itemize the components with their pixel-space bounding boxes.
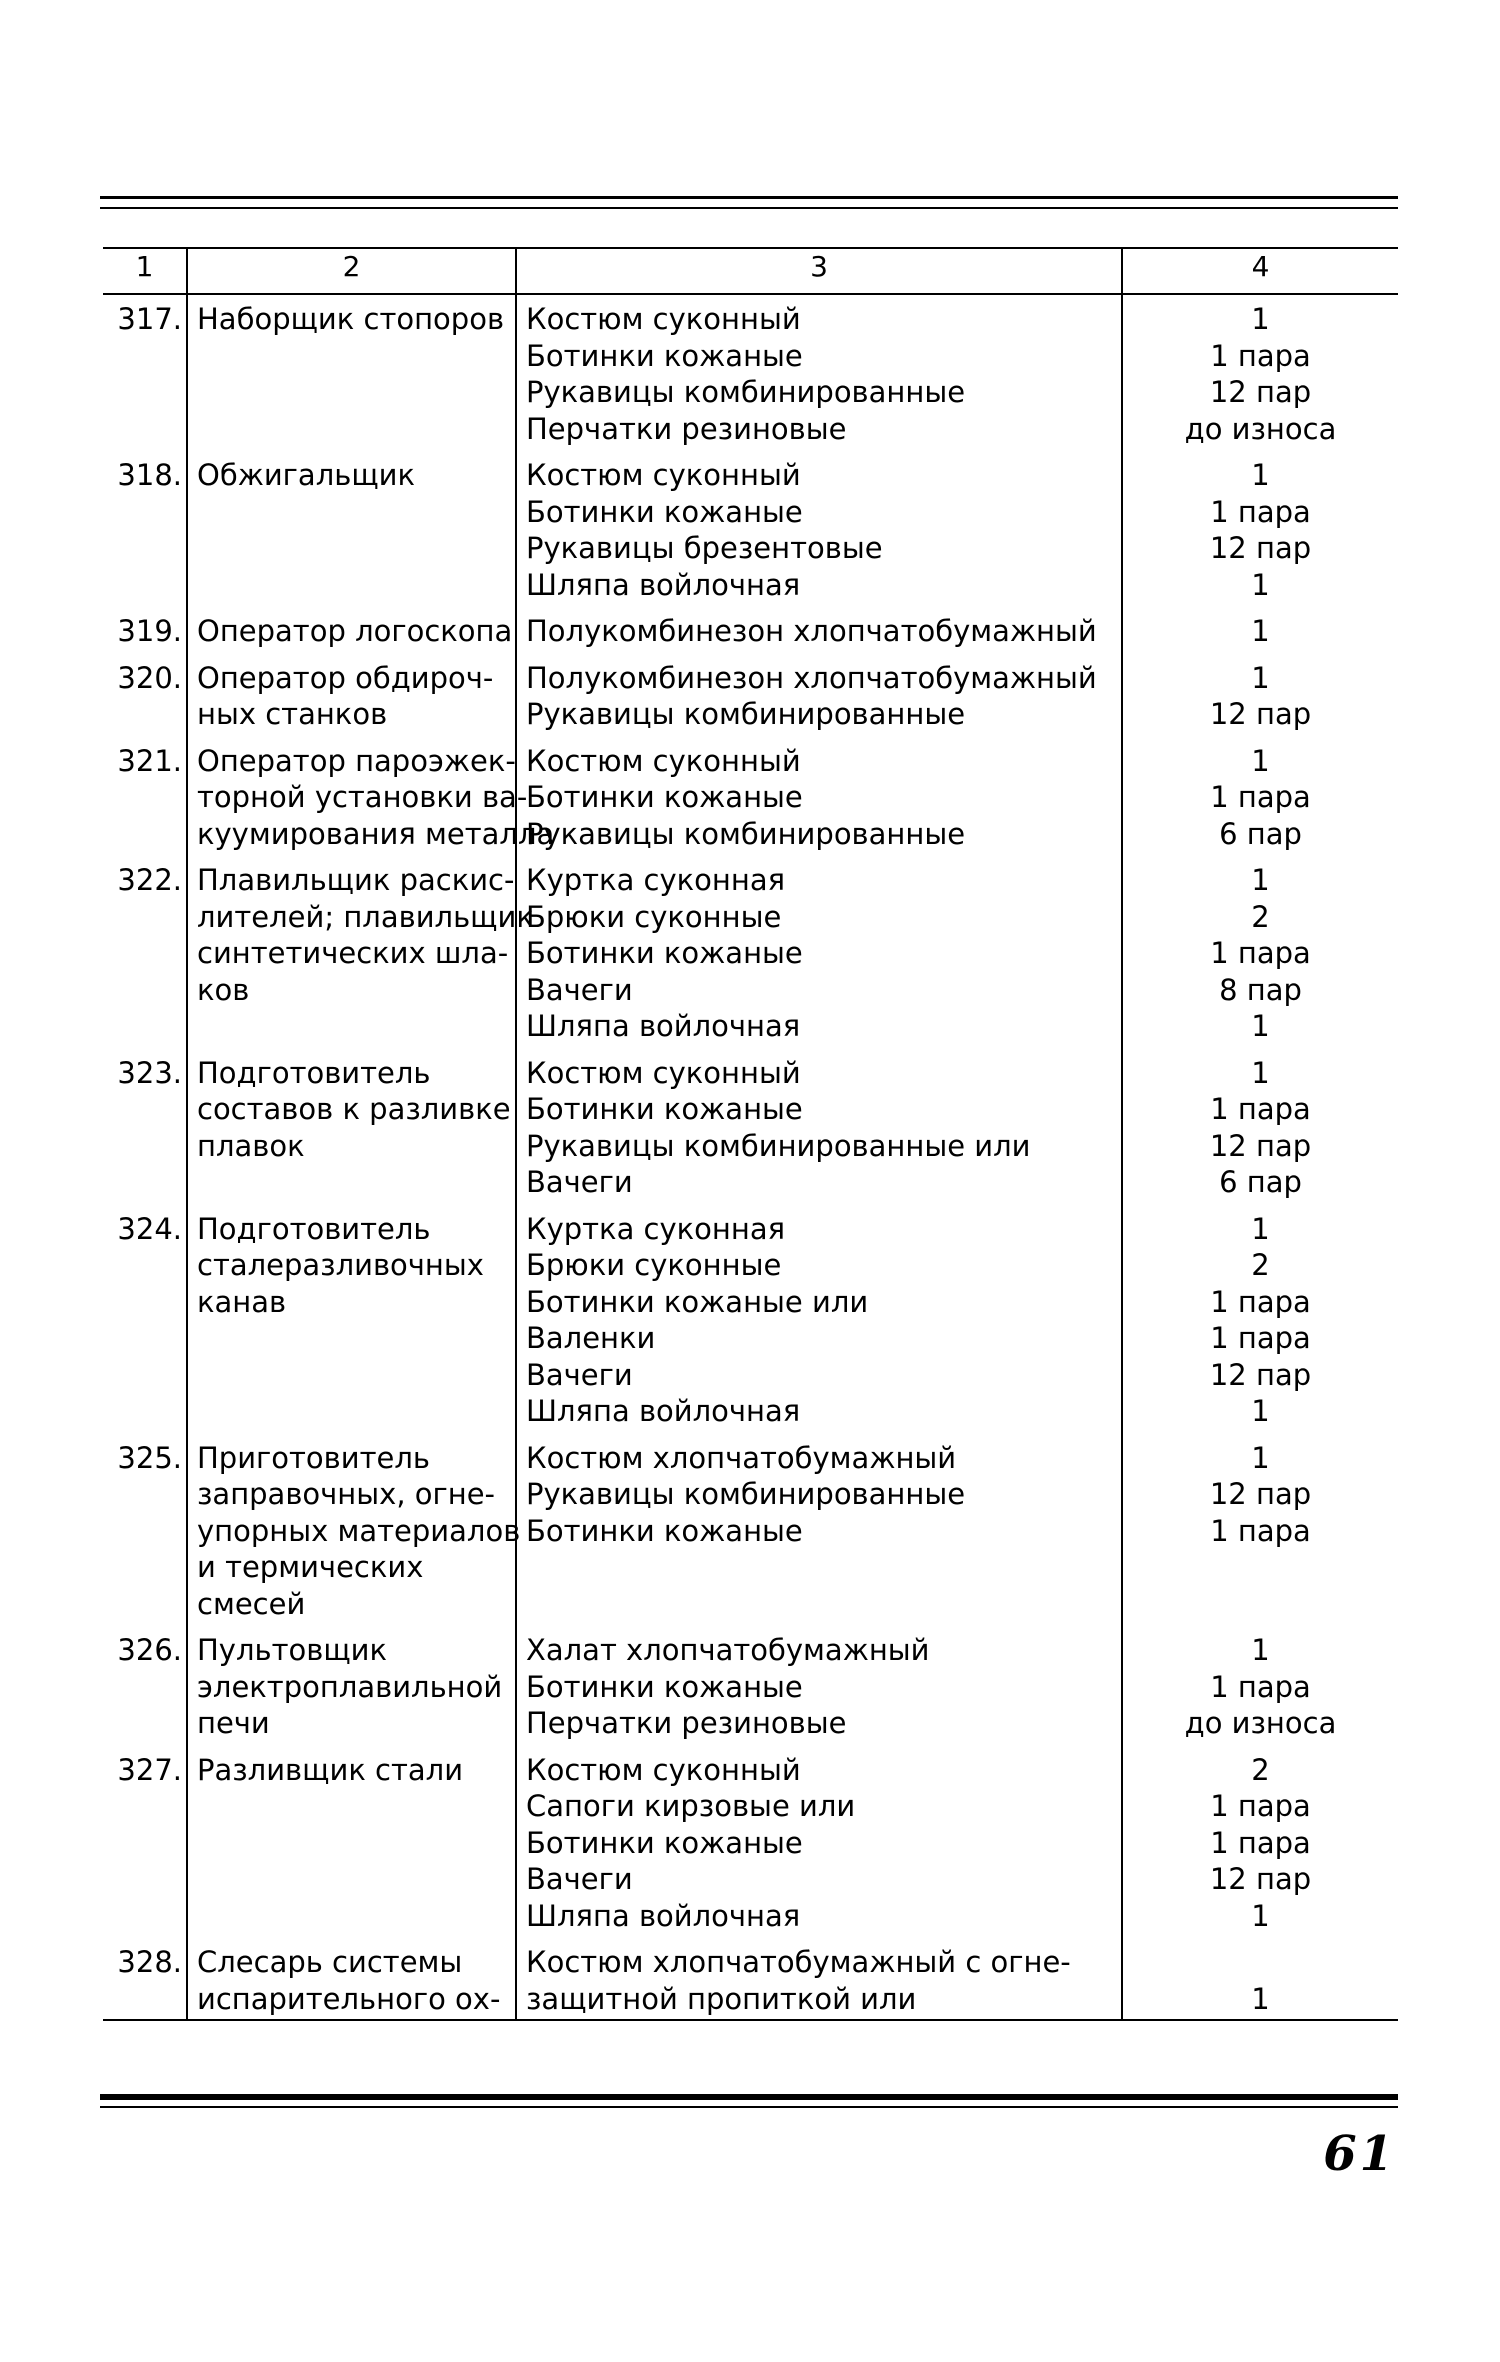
item-line: Куртка суконная bbox=[526, 863, 786, 897]
quantity-line: 1 пара bbox=[1210, 1092, 1311, 1126]
quantity-line: 1 пара bbox=[1210, 1789, 1311, 1823]
item-line: Костюм хлопчатобумажный с огне- bbox=[526, 1945, 1071, 1979]
items-cell bbox=[516, 737, 1122, 857]
item-line: Костюм суконный bbox=[526, 458, 801, 492]
quantity-line: 1 bbox=[1251, 660, 1270, 695]
quantity-line: 1 пара bbox=[1210, 1513, 1311, 1548]
profession-cell bbox=[187, 1626, 516, 1746]
row-number: 328. bbox=[103, 1938, 187, 2020]
quantity-line: 8 пар bbox=[1219, 972, 1302, 1007]
quantity-line: 1 bbox=[1251, 567, 1270, 602]
column-header-3: 3 bbox=[516, 248, 1122, 294]
quantity-line: 12 пар bbox=[1209, 1357, 1312, 1392]
quantity-line: 1 пара bbox=[1210, 1669, 1311, 1704]
row-number: 327. bbox=[117, 1752, 182, 1787]
items-cell bbox=[516, 1626, 1122, 1746]
items-cell bbox=[516, 1205, 1122, 1434]
items-cell bbox=[516, 1049, 1122, 1205]
profession-line: и термических bbox=[197, 1550, 424, 1584]
item-line: Костюм хлопчатобумажный bbox=[526, 1440, 957, 1475]
quantity-line: 1 пара bbox=[1210, 494, 1311, 529]
quantity-line: 1 bbox=[1251, 1055, 1270, 1090]
profession-line: заправочных, огне- bbox=[197, 1477, 496, 1511]
row-number: 324. bbox=[117, 1211, 182, 1246]
item-line: Халат хлопчатобумажный bbox=[526, 1633, 930, 1667]
table-row bbox=[103, 1049, 1398, 1205]
quantity-line: 1 bbox=[1251, 1009, 1270, 1043]
quantity-cell bbox=[1122, 451, 1398, 607]
quantity-line: 1 пара bbox=[1210, 780, 1311, 814]
row-number: 323. bbox=[117, 1055, 182, 1090]
item-line: Костюм суконный bbox=[526, 1055, 801, 1090]
item-line: Рукавицы комбинированные bbox=[526, 1477, 966, 1511]
item-line: защитной пропиткой или bbox=[526, 1981, 917, 2016]
quantity-cell bbox=[1122, 654, 1398, 737]
quantity-line: 12 пар bbox=[1209, 697, 1312, 731]
profession-line: смесей bbox=[197, 1586, 306, 1621]
item-line: Брюки суконные bbox=[526, 1248, 782, 1282]
profession-line: Оператор обдироч- bbox=[197, 660, 494, 695]
item-line: Шляпа войлочная bbox=[526, 567, 801, 602]
item-line: Вачеги bbox=[526, 1165, 633, 1199]
profession-line: сталеразливочных bbox=[197, 1248, 484, 1282]
quantity-cell bbox=[1122, 1434, 1398, 1627]
item-line: Валенки bbox=[526, 1321, 656, 1355]
item-line: Шляпа войлочная bbox=[526, 1394, 801, 1428]
item-line: Вачеги bbox=[526, 972, 633, 1007]
profession-line: Наборщик стопоров bbox=[197, 302, 505, 336]
profession-line: Подготовитель bbox=[197, 1211, 431, 1246]
quantity-line: 1 bbox=[1251, 1633, 1270, 1667]
row-number: 319. bbox=[117, 614, 182, 648]
quantity-line: 1 bbox=[1251, 302, 1270, 336]
profession-cell bbox=[187, 607, 516, 654]
profession-line: упорных материалов bbox=[197, 1513, 521, 1548]
profession-line: печи bbox=[197, 1706, 270, 1740]
column-header-1: 1 bbox=[103, 248, 187, 294]
table-row bbox=[103, 1746, 1398, 1939]
column-header-4: 4 bbox=[1122, 248, 1398, 294]
items-cell bbox=[516, 1746, 1122, 1939]
profession-line: электроплавильной bbox=[197, 1669, 503, 1704]
profession-line: лителей; плавильщик bbox=[197, 899, 534, 934]
items-cell bbox=[516, 294, 1122, 451]
row-number: 326. bbox=[117, 1633, 182, 1667]
item-line: Ботинки кожаные bbox=[526, 1513, 803, 1548]
item-line: Шляпа войлочная bbox=[526, 1898, 801, 1933]
quantity-line bbox=[1123, 1944, 1398, 1981]
profession-line: Слесарь системы bbox=[197, 1945, 463, 1979]
row-number: 321. bbox=[117, 743, 182, 778]
profession-cell bbox=[187, 737, 555, 857]
table-row bbox=[103, 856, 1398, 1049]
quantity-line: 1 bbox=[1251, 1394, 1270, 1428]
table-row bbox=[103, 1626, 1398, 1746]
profession-cell bbox=[187, 294, 516, 451]
item-line: Полукомбинезон хлопчатобумажный bbox=[526, 660, 1097, 695]
bottom-rule-thin bbox=[100, 2106, 1398, 2108]
profession-cell bbox=[187, 1205, 516, 1434]
profession-line: канав bbox=[197, 1284, 287, 1319]
table-row bbox=[103, 607, 1398, 654]
quantity-cell bbox=[1122, 294, 1398, 451]
table-row bbox=[103, 737, 1398, 857]
item-line: Рукавицы комбинированные bbox=[526, 816, 966, 851]
quantity-line: 1 bbox=[1251, 1981, 1270, 2016]
item-line: Рукавицы комбинированные bbox=[526, 697, 966, 731]
quantity-line: 12 пар bbox=[1209, 531, 1312, 565]
item-line: Ботинки кожаные или bbox=[526, 1284, 869, 1319]
profession-line: Пультовщик bbox=[197, 1633, 388, 1667]
quantity-cell bbox=[1122, 1938, 1398, 2020]
items-cell bbox=[516, 1434, 1122, 1627]
profession-cell bbox=[187, 856, 534, 1049]
quantity-line: 12 пар bbox=[1209, 1477, 1312, 1511]
profession-line: ков bbox=[197, 972, 250, 1007]
profession-line: испарительного ох- bbox=[197, 1981, 501, 2016]
profession-line: Оператор логоскопа bbox=[197, 614, 513, 648]
profession-line: куумирования металла bbox=[197, 816, 555, 851]
table-row bbox=[103, 1938, 1398, 2020]
item-line: Ботинки кожаные bbox=[526, 494, 803, 529]
quantity-line: 1 bbox=[1251, 1211, 1270, 1246]
quantity-line: 1 bbox=[1251, 458, 1270, 492]
profession-cell bbox=[187, 1746, 516, 1939]
item-line: Рукавицы комбинированные bbox=[526, 375, 966, 409]
item-line: Шляпа войлочная bbox=[526, 1009, 801, 1043]
item-line: Перчатки резиновые bbox=[526, 1706, 847, 1740]
items-cell bbox=[516, 1938, 1122, 2020]
table-row bbox=[103, 1434, 1398, 1627]
column-header-2: 2 bbox=[187, 248, 516, 294]
table-row bbox=[103, 1205, 1398, 1434]
profession-cell bbox=[187, 1434, 521, 1627]
profession-line: Обжигальщик bbox=[197, 458, 415, 492]
table-row bbox=[103, 654, 1398, 737]
row-number: 318. bbox=[117, 458, 182, 492]
item-line: Вачеги bbox=[526, 1357, 633, 1392]
quantity-cell bbox=[1122, 1746, 1398, 1939]
quantity-line: 1 bbox=[1251, 1440, 1270, 1475]
item-line: Ботинки кожаные bbox=[526, 936, 803, 970]
quantity-line: 2 bbox=[1251, 1248, 1270, 1282]
item-line: Костюм суконный bbox=[526, 1752, 801, 1787]
item-line: Брюки суконные bbox=[526, 899, 782, 934]
page-number: 61 bbox=[1323, 2126, 1396, 2182]
quantity-line: 12 пар bbox=[1209, 1862, 1312, 1896]
profession-cell bbox=[187, 654, 516, 737]
item-line: Ботинки кожаные bbox=[526, 338, 803, 373]
profession-cell bbox=[187, 1049, 516, 1205]
quantity-line: 1 пара bbox=[1210, 1825, 1311, 1860]
quantity-line: 1 bbox=[1251, 1898, 1270, 1933]
profession-line: торной установки ва- bbox=[197, 780, 528, 814]
header-row bbox=[103, 248, 1398, 294]
quantity-cell bbox=[1122, 1205, 1398, 1434]
quantity-cell bbox=[1122, 607, 1398, 654]
item-line: Костюм суконный bbox=[526, 302, 801, 336]
protective-clothing-table bbox=[103, 247, 1398, 2021]
quantity-cell bbox=[1122, 856, 1398, 1049]
quantity-line: 2 bbox=[1251, 899, 1270, 934]
quantity-line: 12 пар bbox=[1209, 1128, 1312, 1163]
item-line: Ботинки кожаные bbox=[526, 1669, 803, 1704]
quantity-line: до износа bbox=[1184, 411, 1337, 446]
item-line: Рукавицы комбинированные или bbox=[526, 1128, 1031, 1163]
profession-line: Плавильщик раскис- bbox=[197, 863, 515, 897]
bottom-rule-thick bbox=[100, 2094, 1398, 2100]
top-rule-thin bbox=[100, 207, 1398, 209]
row-number: 320. bbox=[117, 660, 182, 695]
items-cell bbox=[516, 654, 1122, 737]
quantity-line: 6 пар bbox=[1219, 1165, 1302, 1199]
top-rule-thick bbox=[100, 196, 1398, 199]
profession-line: Подготовитель bbox=[197, 1055, 431, 1090]
row-number: 317. bbox=[117, 302, 182, 336]
items-cell bbox=[516, 451, 1122, 607]
quantity-cell bbox=[1122, 1626, 1398, 1746]
item-line: Рукавицы брезентовые bbox=[526, 531, 883, 565]
quantity-line: 1 bbox=[1251, 614, 1270, 648]
quantity-line: 1 пара bbox=[1210, 936, 1311, 970]
items-cell bbox=[516, 856, 1122, 1049]
profession-line: ных станков bbox=[197, 697, 388, 731]
quantity-cell bbox=[1122, 737, 1398, 857]
profession-cell bbox=[187, 1938, 516, 2020]
profession-line: синтетических шла- bbox=[197, 936, 509, 970]
profession-line: Оператор пароэжек- bbox=[197, 743, 516, 778]
quantity-line: 1 пара bbox=[1210, 338, 1311, 373]
row-number: 325. bbox=[117, 1440, 182, 1475]
quantity-line: 2 bbox=[1251, 1752, 1270, 1787]
quantity-line: 1 bbox=[1251, 743, 1270, 778]
quantity-line: 12 пар bbox=[1209, 375, 1312, 409]
item-line: Вачеги bbox=[526, 1862, 633, 1896]
quantity-line: 1 пара bbox=[1210, 1321, 1311, 1355]
table-row bbox=[103, 451, 1398, 607]
row-number: 322. bbox=[117, 863, 182, 897]
profession-line: составов к разливке bbox=[197, 1092, 511, 1126]
item-line: Сапоги кирзовые или bbox=[526, 1789, 856, 1823]
quantity-cell bbox=[1122, 1049, 1398, 1205]
item-line: Ботинки кожаные bbox=[526, 780, 803, 814]
item-line: Ботинки кожаные bbox=[526, 1825, 803, 1860]
quantity-line: 1 bbox=[1251, 863, 1270, 897]
item-line: Полукомбинезон хлопчатобумажный bbox=[526, 614, 1097, 648]
profession-line: плавок bbox=[197, 1128, 305, 1163]
profession-line: Разливщик стали bbox=[197, 1752, 464, 1787]
item-line: Ботинки кожаные bbox=[526, 1092, 803, 1126]
item-line: Костюм суконный bbox=[526, 743, 801, 778]
quantity-line: 1 пара bbox=[1210, 1284, 1311, 1319]
item-line: Перчатки резиновые bbox=[526, 411, 847, 446]
profession-line: Приготовитель bbox=[197, 1440, 430, 1475]
item-line: Куртка суконная bbox=[526, 1211, 786, 1246]
quantity-line: 6 пар bbox=[1219, 816, 1302, 851]
profession-cell bbox=[187, 451, 516, 607]
table-row bbox=[103, 294, 1398, 451]
items-cell bbox=[516, 607, 1122, 654]
quantity-line: до износа bbox=[1184, 1706, 1337, 1740]
